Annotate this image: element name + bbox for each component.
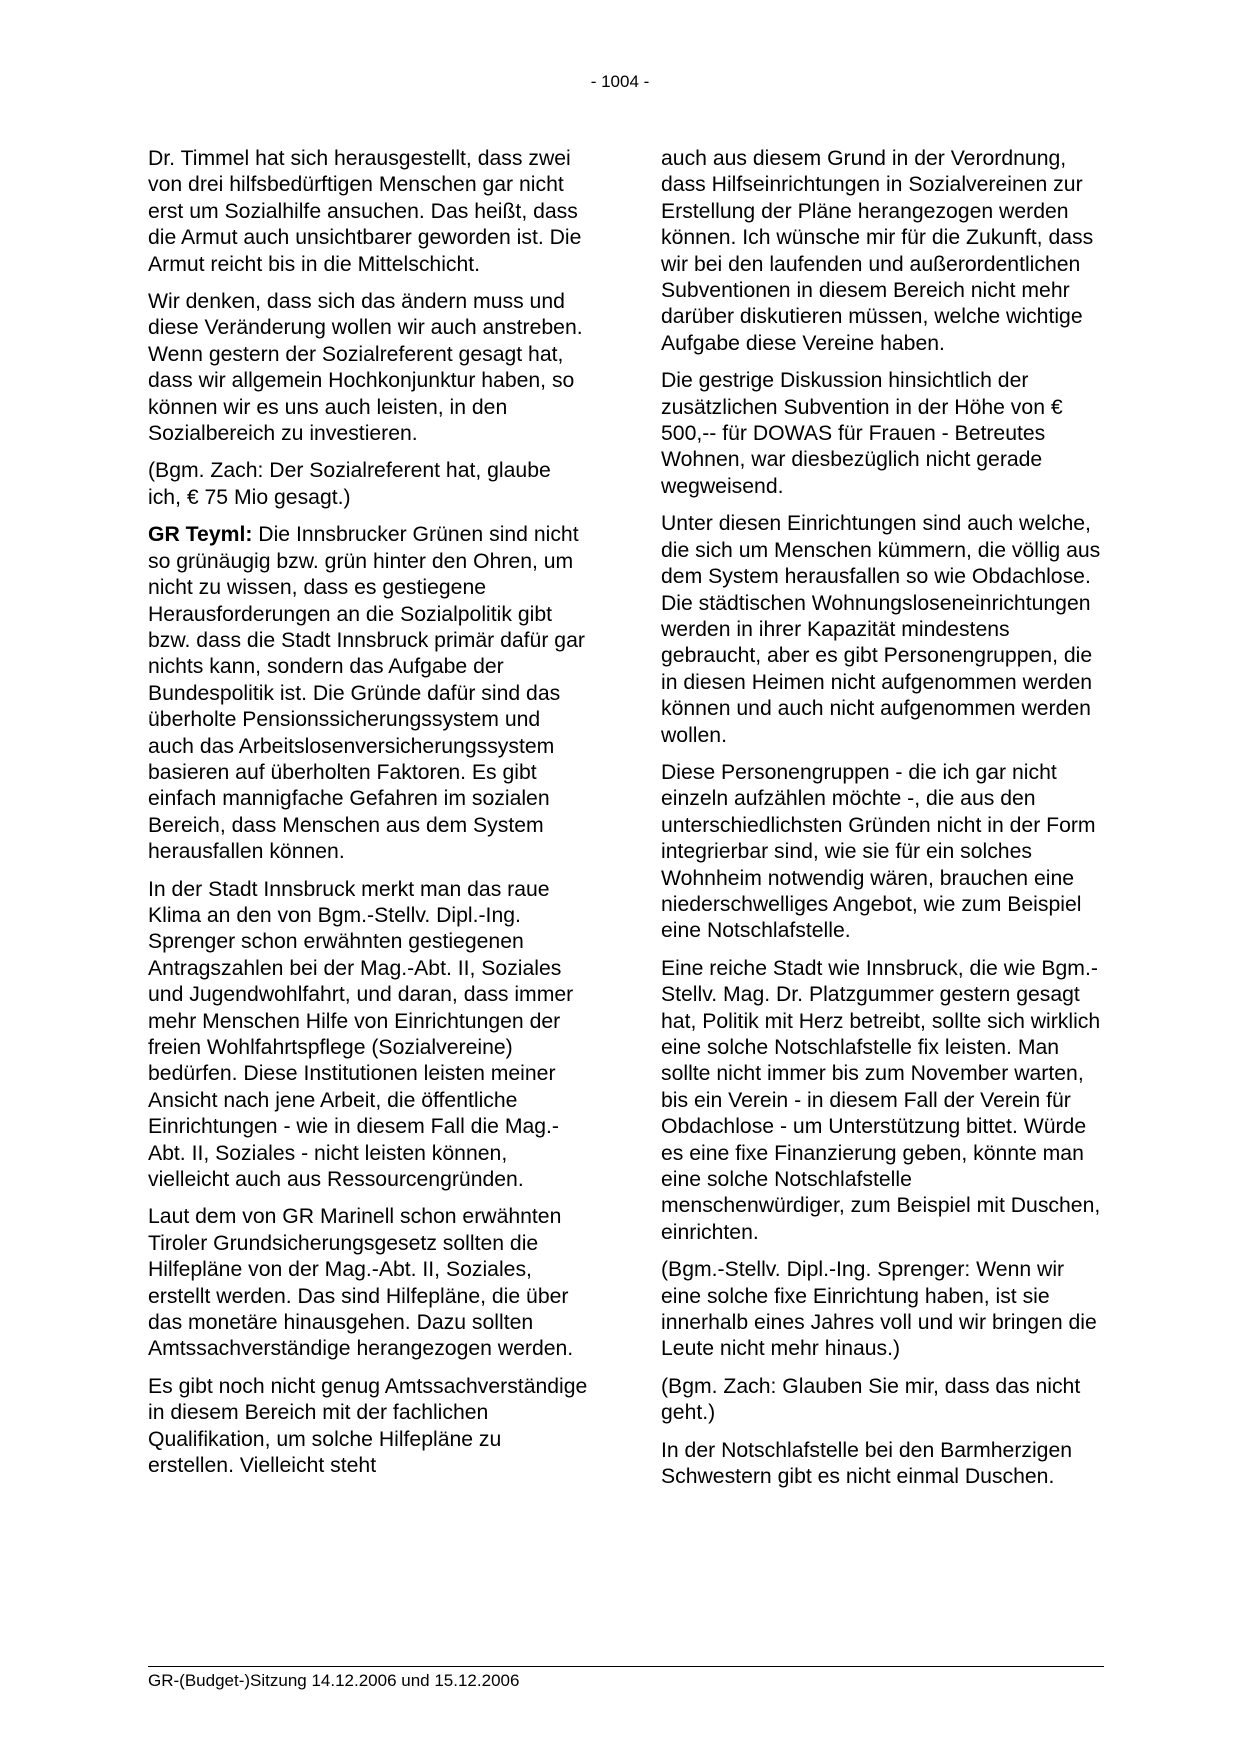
paragraph: Es gibt noch nicht genug Amtssachverständige in diesem Bereich mit der fachlichen Qualifikation, um solche Hilfepläne zu erstellen. Vielleicht steht: [148, 1374, 588, 1478]
speaker-name: GR Teyml:: [148, 523, 253, 547]
interjection: (Bgm. Zach: Glauben Sie mir, dass das nicht geht.): [661, 1374, 1081, 1425]
footer-text: GR-(Budget-)Sitzung 14.12.2006 und 15.12.2006: [148, 1671, 520, 1690]
right-column: [661, 146, 1101, 1502]
footer-rule: [148, 1666, 1104, 1667]
paragraph: In der Stadt Innsbruck merkt man das raue Klima an den von Bgm.-Stellv. Dipl.-Ing. Sprenger schon erwähnten gestiegenen Antragszahlen bei der Mag.-Abt. II, Soziales und Jugendwohlfahrt, und daran, dass immer mehr Menschen Hilfe von Einrichtungen der freien Wohlfahrtspflege (Sozialvereine) bedürfen. Diese Institutionen leisten meiner Ansicht nach jene Arbeit, die öffentliche Einrichtungen - wie in diesem Fall die Mag.-Abt. II, Soziales - nicht leisten können, vielleicht auch aus Ressourcengründen.: [148, 877, 574, 1192]
interjection: (Bgm.-Stellv. Dipl.-Ing. Sprenger: Wenn wir eine solche fixe Einrichtung haben, ist sie innerhalb eines Jahres voll und wir bringen die Leute nicht mehr hinaus.): [661, 1258, 1097, 1361]
paragraph: In der Notschlafstelle bei den Barmherzigen Schwestern gibt es nicht einmal Duschen.: [661, 1438, 1073, 1489]
paragraph: auch aus diesem Grund in der Verordnung, dass Hilfseinrichtungen in Sozialvereinen zur Erstellung der Pläne herangezogen werden können. Ich wünsche mir für die Zukunft, dass wir bei den laufenden und außerordentlichen Subventionen in diesem Bereich nicht mehr darüber diskutieren müssen, welche wichtige Aufgabe diese Vereine haben.: [661, 147, 1094, 355]
paragraph: Dr. Timmel hat sich herausgestellt, dass zwei von drei hilfsbedürftigen Menschen gar nicht erst um Sozialhilfe ansuchen. Das heißt, dass die Armut auch unsichtbarer geworden ist. Die Armut reicht bis in die Mittelschicht.: [148, 147, 582, 276]
paragraph: Unter diesen Einrichtungen sind auch welche, die sich um Menschen kümmern, die völlig aus dem System herausfallen so wie Obdachlose. Die städtischen Wohnungsloseneinrichtungen werden in ihrer Kapazität mindestens gebraucht, aber es gibt Personengruppen, die in diesen Heimen nicht aufgenommen werden können und auch nicht aufgenommen werden wollen.: [661, 512, 1101, 747]
paragraph: Wir denken, dass sich das ändern muss und diese Veränderung wollen wir auch anstreben. Wenn gestern der Sozialreferent gesagt hat, dass wir allgemein Hochkonjunktur haben, so können wir es uns auch leisten, in den Sozialbereich zu investieren.: [148, 290, 583, 446]
paragraph: Diese Personengruppen - die ich gar nicht einzeln aufzählen möchte -, die aus den unterschiedlichsten Gründen nicht in der Form integrierbar sind, wie sie für ein solches Wohnheim notwendig wären, brauchen eine niederschwelliges Angebot, wie zum Beispiel eine Notschlafstelle.: [661, 760, 1096, 943]
paragraph: Laut dem von GR Marinell schon erwähnten Tiroler Grundsicherungsgesetz sollten die Hilfepläne von der Mag.-Abt. II, Soziales, erstellt werden. Das sind Hilfepläne, die über das monetäre hinausgehen. Dazu sollten Amtssachverständige herangezogen werden.: [148, 1205, 574, 1361]
left-column: [148, 146, 588, 1491]
speech-text: Die Innsbrucker Grünen sind nicht so grünäugig bzw. grün hinter den Ohren, um nicht zu wissen, dass es gestiegene Herausforderungen an die Sozialpolitik gibt bzw. dass die Stadt Innsbruck primär dafür gar nichts kann, sondern das Aufgabe der Bundespolitik ist. Die Gründe dafür sind das überholte Pensionssicherungssystem und auch das Arbeitslosenversicherungssystem basieren auf überholten Faktoren. Es gibt einfach mannigfache Gefahren im sozialen Bereich, dass Menschen aus dem System herausfallen können.: [148, 523, 585, 864]
speaker-paragraph: [148, 522, 588, 865]
page-number: - 1004 -: [590, 72, 650, 91]
paragraph: Die gestrige Diskussion hinsichtlich der zusätzlichen Subvention in der Höhe von € 500,-- für DOWAS für Frauen - Betreutes Wohnen, war diesbezüglich nicht gerade wegweisend.: [661, 369, 1063, 498]
paragraph: Eine reiche Stadt wie Innsbruck, die wie Bgm.-Stellv. Mag. Dr. Platzgummer gestern gesagt hat, Politik mit Herz betreibt, sollte sich wirklich eine solche Notschlafstelle fix leisten. Man sollte nicht immer bis zum November warten, bis ein Verein - in diesem Fall der Verein für Obdachlose - um Unterstützung bittet. Würde es eine fixe Finanzierung geben, könnte man eine solche Notschlafstelle menschenwürdiger, zum Beispiel mit Duschen, einrichten.: [661, 956, 1101, 1244]
interjection: (Bgm. Zach: Der Sozialreferent hat, glaube ich, € 75 Mio gesagt.): [148, 459, 551, 509]
